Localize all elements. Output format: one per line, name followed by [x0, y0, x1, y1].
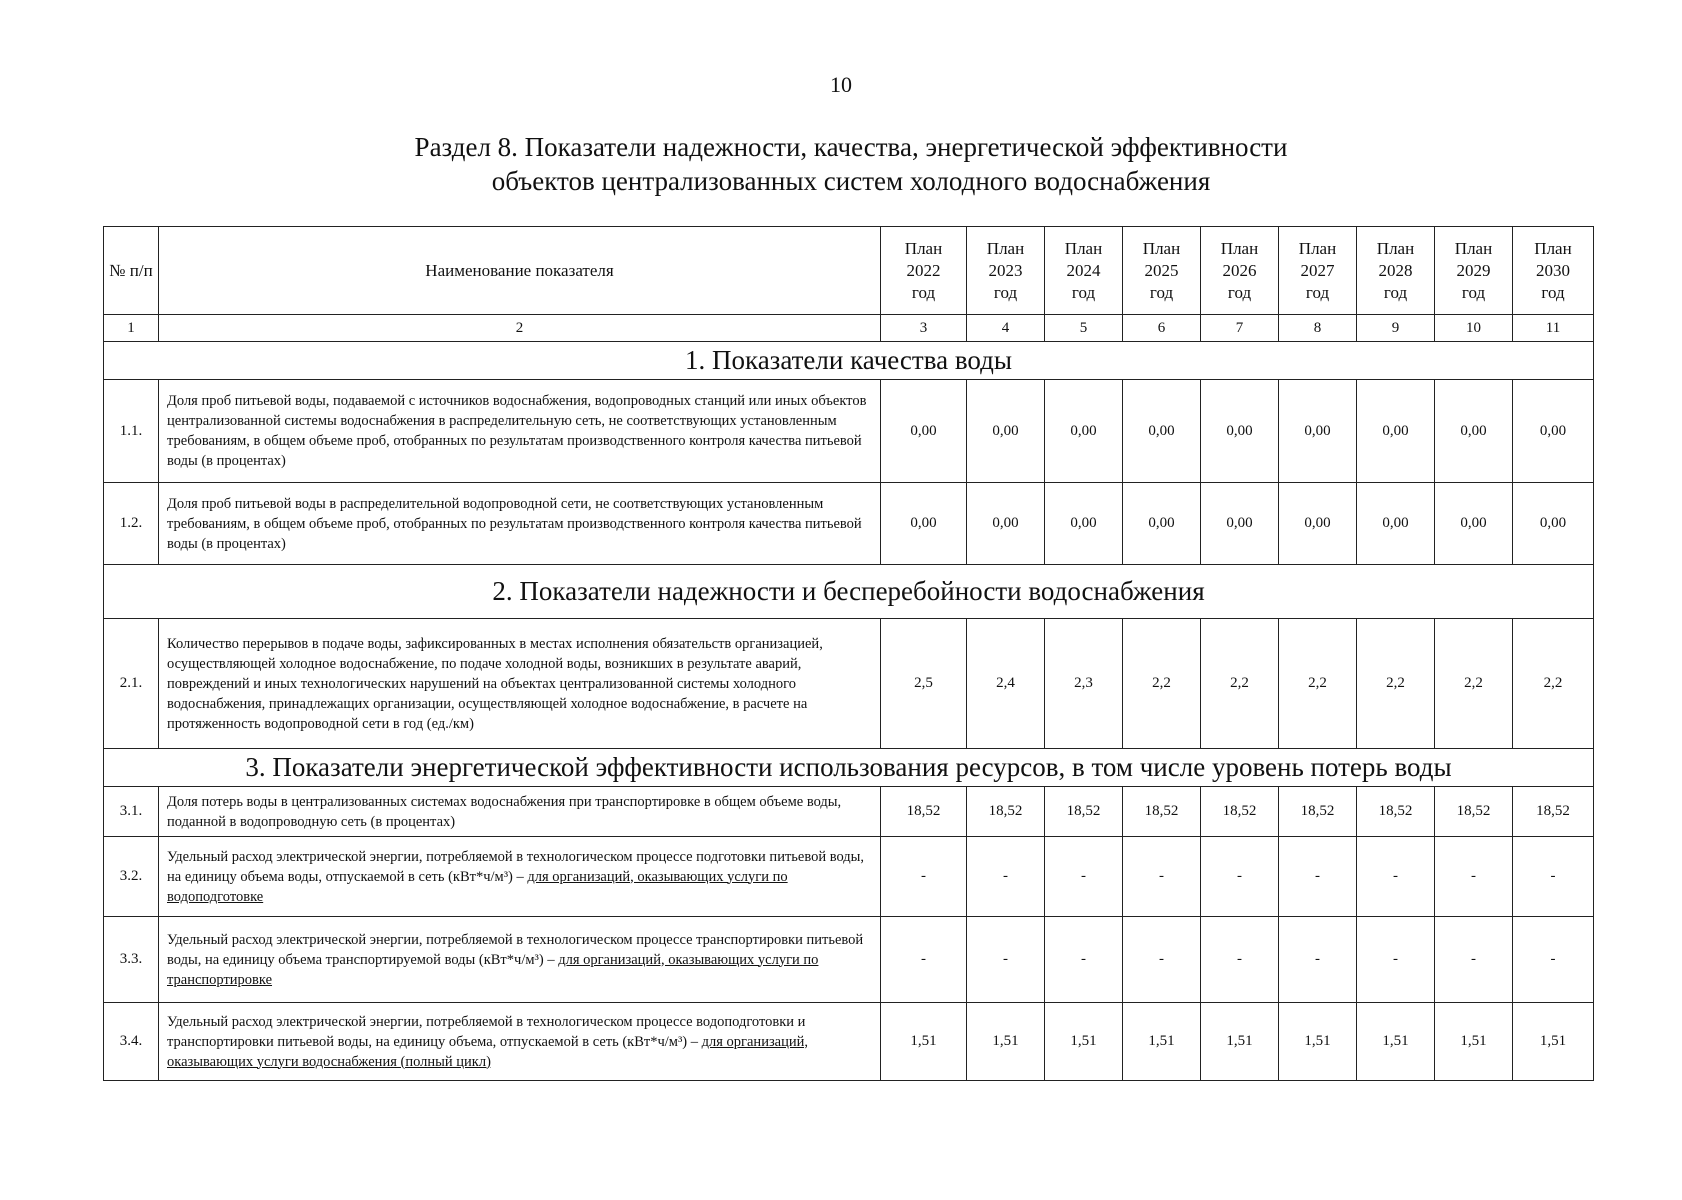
indicator-description	[159, 619, 881, 749]
indicator-value: 1,51	[1123, 1003, 1201, 1081]
indicator-value: 1,51	[1357, 1003, 1435, 1081]
column-numbers-row	[104, 315, 1594, 342]
header-year-year: 2027	[1300, 260, 1335, 280]
indicator-value: 0,00	[1045, 380, 1123, 483]
section-header-row	[104, 342, 1594, 380]
indicator-value: 0,00	[1357, 483, 1435, 565]
header-year-col	[1435, 227, 1513, 315]
column-number: 3	[881, 315, 967, 342]
header-year-col	[881, 227, 967, 315]
indicator-value: 2,2	[1435, 619, 1513, 749]
header-year-plan: План	[1534, 238, 1572, 258]
indicator-description	[159, 483, 881, 565]
row-number: 1.1.	[104, 380, 159, 483]
column-number: 7	[1201, 315, 1279, 342]
indicator-value: 0,00	[1045, 483, 1123, 565]
indicator-value: 1,51	[1045, 1003, 1123, 1081]
indicator-text: Доля проб питьевой воды, подаваемой с источников водоснабжения, водопроводных станций или иных объектов централизованной системы водоснабжения в распределительную сеть, не соответствующих установленным требованиям, в общем объеме проб, отобранных по результатам производственного контроля качества питьевой воды (в процентах)	[167, 393, 867, 469]
indicator-text: Доля проб питьевой воды в распределительной водопроводной сети, не соответствующих установленным требованиям, в общем объеме проб, отобранных по результатам производственного контроля качества питьевой воды (в процентах)	[167, 495, 862, 552]
indicator-value: -	[1201, 917, 1279, 1003]
header-row	[104, 227, 1594, 315]
header-year-unit: год	[1383, 282, 1408, 302]
indicator-value: 2,3	[1045, 619, 1123, 749]
column-number: 1	[104, 315, 159, 342]
indicator-value: 0,00	[1435, 380, 1513, 483]
indicator-description	[159, 380, 881, 483]
indicator-value: 0,00	[1201, 483, 1279, 565]
header-year-col	[1357, 227, 1435, 315]
document-title	[0, 130, 1682, 198]
header-year-plan: План	[986, 238, 1025, 258]
indicators-table	[103, 226, 1594, 1081]
header-year-unit: год	[1461, 282, 1486, 302]
header-year-unit: год	[1071, 282, 1096, 302]
indicator-value: 0,00	[1435, 483, 1513, 565]
column-number: 6	[1123, 315, 1201, 342]
row-number: 2.1.	[104, 619, 159, 749]
indicator-value: 18,52	[1123, 787, 1201, 837]
indicator-value: -	[967, 837, 1045, 917]
header-year-year: 2029	[1456, 260, 1491, 280]
header-year-unit: год	[1227, 282, 1252, 302]
header-year-col	[1513, 227, 1594, 315]
indicator-value: 0,00	[1279, 380, 1357, 483]
indicator-value: 18,52	[881, 787, 967, 837]
indicator-value: 0,00	[967, 483, 1045, 565]
indicator-value: -	[1357, 837, 1435, 917]
header-year-plan: План	[1376, 238, 1415, 258]
header-name: Наименование показателя	[159, 227, 881, 315]
table-row	[104, 1003, 1594, 1081]
indicator-text: Количество перерывов в подаче воды, зафиксированных в местах исполнения обязательств организацией, осуществляющей холодное водоснабжение, по подаче холодной воды, возникших в результате аварий, повреждений и иных технологических нарушений на объектах централизованной системы холодного водоснабжения, принадлежащих организации, осуществляющей холодное водоснабжение, в расчете на протяженность водопроводной сети в год (ед./км)	[167, 635, 823, 732]
header-year-col	[967, 227, 1045, 315]
header-year-col	[1279, 227, 1357, 315]
header-year-col	[1201, 227, 1279, 315]
header-year-unit: год	[1149, 282, 1174, 302]
indicator-value: 0,00	[1357, 380, 1435, 483]
indicator-value: -	[1201, 837, 1279, 917]
column-number: 10	[1435, 315, 1513, 342]
header-year-unit: год	[993, 282, 1018, 302]
indicator-value: 1,51	[881, 1003, 967, 1081]
indicator-text: Удельный расход электрической энергии, потребляемой в технологическом процессе подготовки питьевой воды, на единицу объема воды, отпускаемой в сеть (кВт*ч/м³) –	[167, 848, 865, 885]
indicator-value: 1,51	[1279, 1003, 1357, 1081]
indicator-value: 2,2	[1279, 619, 1357, 749]
table-body	[104, 342, 1594, 1081]
indicator-value: 18,52	[1435, 787, 1513, 837]
indicator-description	[159, 1003, 881, 1081]
indicator-value: -	[1123, 917, 1201, 1003]
section-title: 1. Показатели качества воды	[104, 342, 1594, 380]
indicator-value: 2,2	[1513, 619, 1594, 749]
header-year-plan: План	[1220, 238, 1259, 258]
header-year-year: 2024	[1066, 260, 1101, 280]
table-row	[104, 837, 1594, 917]
header-year-col	[1123, 227, 1201, 315]
indicator-description	[159, 837, 881, 917]
indicator-value: 0,00	[1201, 380, 1279, 483]
section-title: 2. Показатели надежности и бесперебойности водоснабжения	[104, 565, 1594, 619]
indicator-value: -	[1123, 837, 1201, 917]
row-number: 3.1.	[104, 787, 159, 837]
indicator-value: 0,00	[1123, 483, 1201, 565]
indicator-value: 0,00	[881, 483, 967, 565]
indicator-value: -	[1357, 917, 1435, 1003]
header-year-year: 2025	[1144, 260, 1179, 280]
indicator-value: 18,52	[1045, 787, 1123, 837]
indicator-value: -	[1045, 917, 1123, 1003]
row-number: 1.2.	[104, 483, 159, 565]
indicator-value: -	[1279, 837, 1357, 917]
header-year-unit: год	[1541, 282, 1565, 302]
column-number: 4	[967, 315, 1045, 342]
header-year-plan: План	[1298, 238, 1337, 258]
header-year-plan: План	[1064, 238, 1103, 258]
title-line-1: Раздел 8. Показатели надежности, качества, энергетической эффективности	[414, 132, 1288, 162]
header-year-year: 2023	[988, 260, 1023, 280]
indicator-value: 18,52	[1357, 787, 1435, 837]
header-year-plan: План	[1454, 238, 1493, 258]
header-year-plan: План	[904, 238, 943, 258]
indicator-value: -	[881, 837, 967, 917]
table-row	[104, 619, 1594, 749]
header-year-year: 2026	[1222, 260, 1257, 280]
row-number: 3.2.	[104, 837, 159, 917]
row-number: 3.3.	[104, 917, 159, 1003]
row-number: 3.4.	[104, 1003, 159, 1081]
header-num: № п/п	[104, 227, 159, 315]
table-row	[104, 787, 1594, 837]
table-row	[104, 380, 1594, 483]
indicator-value: 2,4	[967, 619, 1045, 749]
indicator-value: -	[1045, 837, 1123, 917]
indicator-value: -	[881, 917, 967, 1003]
column-number: 9	[1357, 315, 1435, 342]
indicator-value: -	[967, 917, 1045, 1003]
indicator-value: 1,51	[1435, 1003, 1513, 1081]
indicator-value: 2,2	[1123, 619, 1201, 749]
indicator-value: -	[1279, 917, 1357, 1003]
indicator-description	[159, 917, 881, 1003]
indicator-applicability: для организаций, оказывающих услуги по транспортировке	[167, 951, 819, 988]
indicator-value: 0,00	[1279, 483, 1357, 565]
column-number: 11	[1513, 315, 1594, 342]
indicator-applicability: для организаций, оказывающих услуги по водоподготовке	[167, 868, 788, 905]
indicator-value: 2,2	[1201, 619, 1279, 749]
indicator-value: 0,00	[1513, 380, 1594, 483]
indicator-value: 1,51	[1201, 1003, 1279, 1081]
indicator-value: 0,00	[1123, 380, 1201, 483]
indicator-text: Доля потерь воды в централизованных системах водоснабжения при транспортировке в общем объеме воды, поданной в водопроводную сеть (в процентах)	[167, 793, 842, 830]
indicator-text: Удельный расход электрической энергии, потребляемой в технологическом процессе водоподготовки и транспортировки питьевой воды, на единицу объема, отпускаемой в сеть (кВт*ч/м³) –	[167, 1013, 806, 1050]
indicator-value: 0,00	[967, 380, 1045, 483]
section-header-row	[104, 565, 1594, 619]
indicator-value: 18,52	[1279, 787, 1357, 837]
table-row	[104, 483, 1594, 565]
indicator-value: 1,51	[1513, 1003, 1594, 1081]
table-row	[104, 917, 1594, 1003]
title-line-2: объектов централизованных систем холодного водоснабжения	[491, 166, 1211, 196]
indicator-value: 18,52	[1201, 787, 1279, 837]
indicator-value: 2,2	[1357, 619, 1435, 749]
header-year-plan: План	[1142, 238, 1181, 258]
indicator-value: -	[1435, 917, 1513, 1003]
indicator-value: 18,52	[1513, 787, 1594, 837]
header-year-col	[1045, 227, 1123, 315]
header-year-year: 2022	[906, 260, 941, 280]
header-year-unit: год	[1305, 282, 1330, 302]
indicator-value: 1,51	[967, 1003, 1045, 1081]
header-year-unit: год	[911, 282, 936, 302]
indicator-value: 0,00	[1513, 483, 1594, 565]
indicator-value: -	[1513, 917, 1594, 1003]
indicator-applicability: для организаций, оказывающих услуги водоснабжения (полный цикл)	[167, 1033, 809, 1070]
page-number: 10	[830, 72, 852, 97]
header-year-year: 2028	[1378, 260, 1413, 280]
indicator-description	[159, 787, 881, 837]
header-year-year: 2030	[1536, 260, 1570, 280]
indicator-value: -	[1435, 837, 1513, 917]
indicator-value: 18,52	[967, 787, 1045, 837]
section-header-row	[104, 749, 1594, 787]
section-title: 3. Показатели энергетической эффективности использования ресурсов, в том числе уровень потерь воды	[104, 749, 1594, 787]
column-number: 5	[1045, 315, 1123, 342]
indicator-value: 0,00	[881, 380, 967, 483]
indicator-value: -	[1513, 837, 1594, 917]
column-number: 2	[159, 315, 881, 342]
column-number: 8	[1279, 315, 1357, 342]
indicator-value: 2,5	[881, 619, 967, 749]
indicator-text: Удельный расход электрической энергии, потребляемой в технологическом процессе транспортировки питьевой воды, на единицу объема транспортируемой воды (кВт*ч/м³) –	[167, 931, 864, 968]
